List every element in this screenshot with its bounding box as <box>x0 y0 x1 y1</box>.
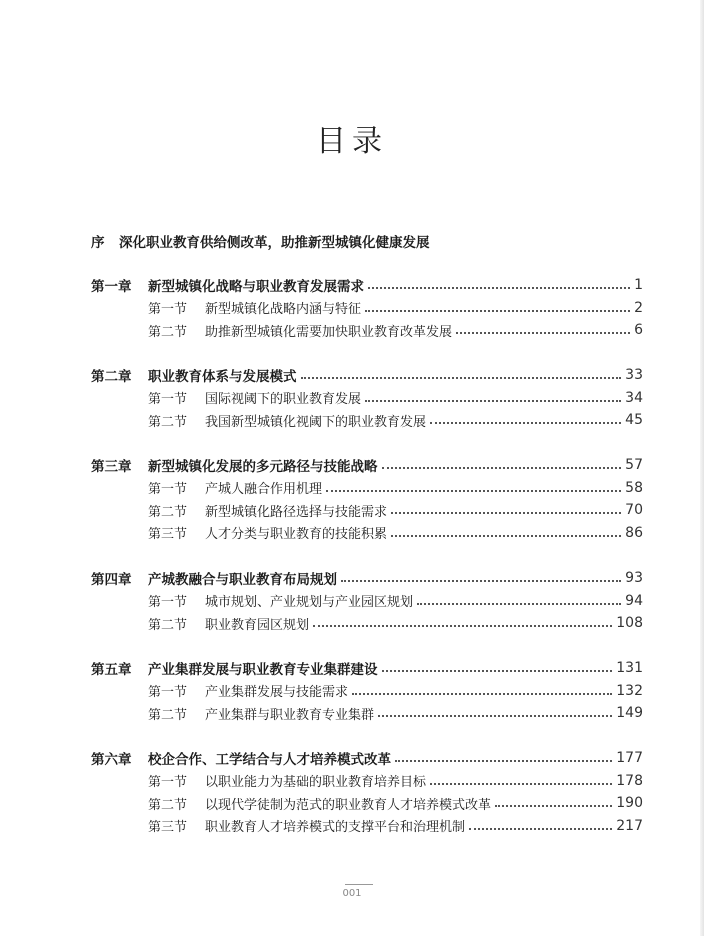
chapter-entry[interactable] <box>91 567 643 590</box>
page-number: 86 <box>625 524 643 541</box>
dot-leader <box>365 386 621 402</box>
section-entry[interactable] <box>91 680 643 703</box>
section-entry[interactable] <box>91 770 643 793</box>
section-title: 以现代学徒制为范式的职业教育人才培养模式改革 <box>205 797 492 813</box>
chapter-entry[interactable] <box>91 454 643 477</box>
dot-leader <box>430 408 621 424</box>
page-number: 132 <box>616 682 643 699</box>
page-number: 217 <box>616 817 643 834</box>
preface-mark: 序 <box>91 235 105 251</box>
chapter-3 <box>91 454 643 544</box>
section-title: 我国新型城镇化视阈下的职业教育发展 <box>205 414 427 430</box>
section-number: 第一节 <box>148 685 188 701</box>
page-number: 108 <box>616 615 643 632</box>
dot-leader <box>378 701 612 717</box>
folio-page-number: 001 <box>342 888 362 899</box>
dot-leader <box>382 656 613 672</box>
section-number: 第一节 <box>148 302 188 318</box>
chapter-entry[interactable] <box>91 657 643 680</box>
page-number: 57 <box>625 457 643 474</box>
section-number: 第一节 <box>148 775 188 791</box>
page-number: 1 <box>634 277 643 294</box>
chapter-title: 产业集群发展与职业教育专业集群建设 <box>148 662 378 679</box>
page-number: 149 <box>616 705 643 722</box>
section-title: 以职业能力为基础的职业教育培养目标 <box>205 775 427 791</box>
page-number: 178 <box>616 772 643 789</box>
section-number: 第二节 <box>148 324 188 340</box>
chapter-entry[interactable] <box>91 364 643 387</box>
page-edge-shadow <box>700 0 704 936</box>
section-number: 第二节 <box>148 504 188 520</box>
section-entry[interactable] <box>91 499 643 522</box>
chapter-4 <box>91 567 643 635</box>
section-number: 第二节 <box>148 707 188 723</box>
chapter-number: 第五章 <box>91 662 132 679</box>
section-number: 第三节 <box>148 820 188 836</box>
page-number: 131 <box>616 660 643 677</box>
section-title: 产业集群发展与技能需求 <box>205 685 349 701</box>
section-title: 职业教育园区规划 <box>205 617 310 633</box>
chapter-title: 校企合作、工学结合与人才培养模式改革 <box>148 752 391 769</box>
section-number: 第三节 <box>148 527 188 543</box>
dot-leader <box>430 769 612 785</box>
dot-leader <box>469 814 612 830</box>
section-title: 人才分类与职业教育的技能积累 <box>205 527 388 543</box>
dot-leader <box>391 498 621 514</box>
page-number: 70 <box>625 502 643 519</box>
dot-leader <box>368 273 630 289</box>
section-entry[interactable] <box>91 297 643 320</box>
dot-leader <box>456 318 630 334</box>
section-entry[interactable] <box>91 477 643 500</box>
section-entry[interactable] <box>91 387 643 410</box>
section-entry[interactable] <box>91 792 643 815</box>
page-number: 177 <box>616 750 643 767</box>
chapter-5 <box>91 657 643 725</box>
section-number: 第二节 <box>148 414 188 430</box>
page-number: 45 <box>625 412 643 429</box>
page-number: 190 <box>616 795 643 812</box>
section-number: 第一节 <box>148 392 188 408</box>
chapter-6 <box>91 747 643 837</box>
preface-title: 深化职业教育供给侧改革，助推新型城镇化健康发展 <box>119 235 430 251</box>
dot-leader <box>352 679 612 695</box>
chapter-title: 新型城镇化发展的多元路径与技能战略 <box>148 459 378 476</box>
section-number: 第一节 <box>148 595 188 611</box>
dot-leader <box>495 791 612 807</box>
page-title: 目录 <box>316 124 388 159</box>
chapter-number: 第四章 <box>91 572 132 589</box>
chapter-number: 第三章 <box>91 459 132 476</box>
page-number: 94 <box>625 592 643 609</box>
chapter-title: 产城教融合与职业教育布局规划 <box>148 572 337 589</box>
section-entry[interactable] <box>91 319 643 342</box>
section-title: 新型城镇化路径选择与技能需求 <box>205 504 388 520</box>
section-entry[interactable] <box>91 815 643 838</box>
dot-leader <box>365 296 630 312</box>
page-number: 34 <box>625 389 643 406</box>
chapter-title: 新型城镇化战略与职业教育发展需求 <box>148 279 364 296</box>
section-title: 产业集群与职业教育专业集群 <box>205 707 375 723</box>
section-title: 助推新型城镇化需要加快职业教育改革发展 <box>205 324 453 340</box>
dot-leader <box>301 363 622 379</box>
footer-divider <box>345 884 373 885</box>
page-number: 33 <box>625 367 643 384</box>
dot-leader <box>326 476 621 492</box>
page-number: 93 <box>625 570 643 587</box>
section-number: 第二节 <box>148 797 188 813</box>
section-title: 城市规划、产业规划与产业园区规划 <box>205 595 414 611</box>
dot-leader <box>395 746 612 762</box>
section-number: 第一节 <box>148 482 188 498</box>
section-title: 新型城镇化战略内涵与特征 <box>205 302 362 318</box>
dot-leader <box>391 521 621 537</box>
section-entry[interactable] <box>91 590 643 613</box>
section-title: 职业教育人才培养模式的支撑平台和治理机制 <box>205 820 466 836</box>
chapter-number: 第一章 <box>91 279 132 296</box>
chapter-entry[interactable] <box>91 747 643 770</box>
section-entry[interactable] <box>91 612 643 635</box>
page-number: 2 <box>634 299 643 316</box>
dot-leader <box>341 566 621 582</box>
section-entry[interactable] <box>91 522 643 545</box>
chapter-number: 第六章 <box>91 752 132 769</box>
section-title: 国际视阈下的职业教育发展 <box>205 392 362 408</box>
preface-entry[interactable] <box>91 231 430 251</box>
dot-leader <box>417 589 621 605</box>
section-entry[interactable] <box>91 702 643 725</box>
page-number: 58 <box>625 479 643 496</box>
chapter-entry[interactable] <box>91 274 643 297</box>
chapter-title: 职业教育体系与发展模式 <box>148 369 297 386</box>
dot-leader <box>382 453 622 469</box>
section-title: 产城人融合作用机理 <box>205 482 323 498</box>
chapter-2 <box>91 364 643 432</box>
section-entry[interactable] <box>91 409 643 432</box>
chapter-number: 第二章 <box>91 369 132 386</box>
chapter-1 <box>91 274 643 342</box>
dot-leader <box>313 611 612 627</box>
page-number: 6 <box>634 322 643 339</box>
section-number: 第二节 <box>148 617 188 633</box>
